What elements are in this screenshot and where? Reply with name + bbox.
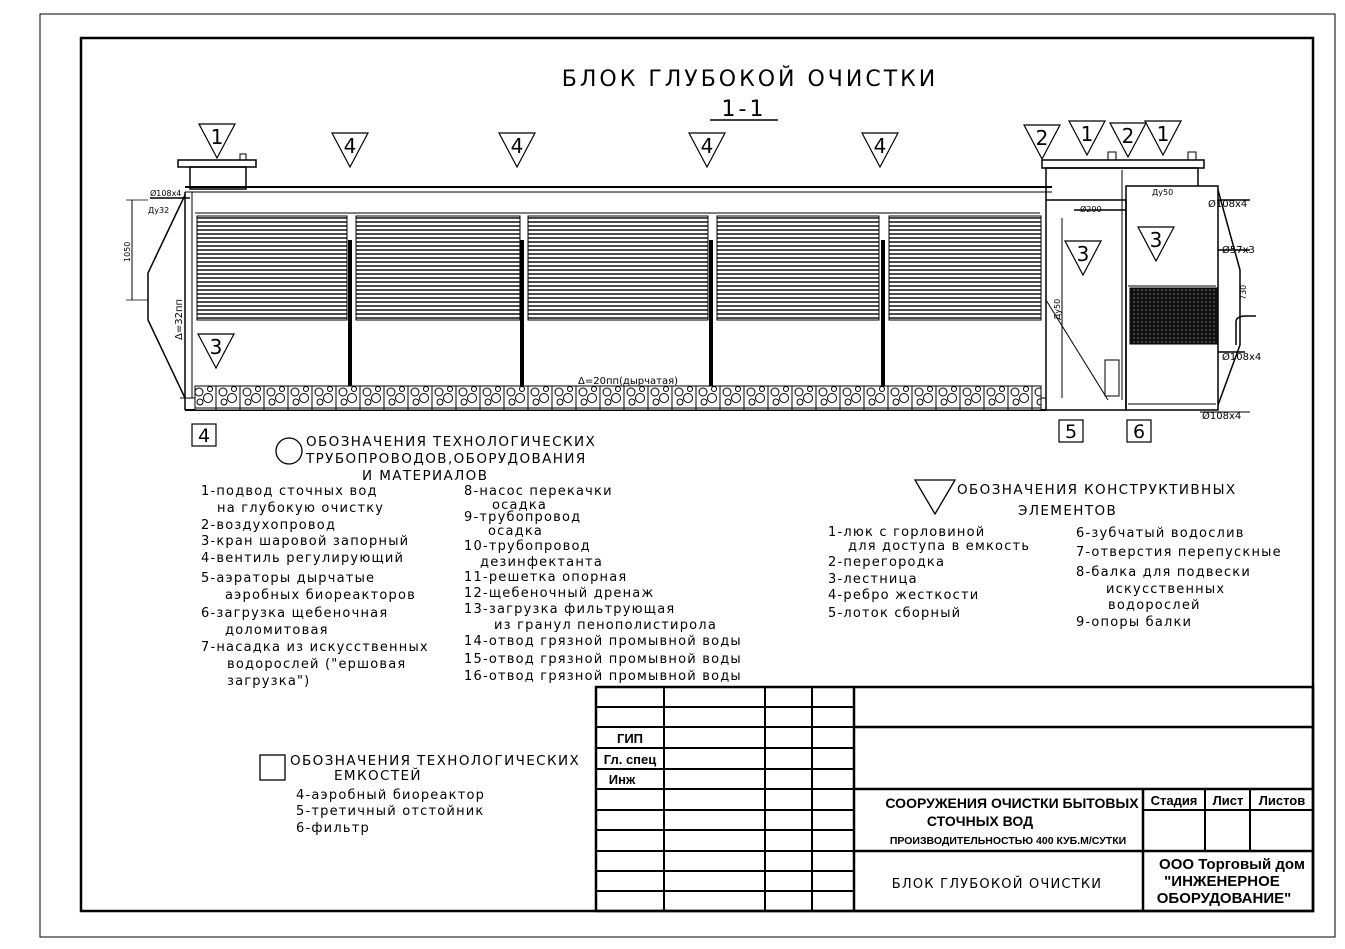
- stamp-header-stage: Стадия: [1150, 793, 1198, 808]
- struct-col1-line-3: 2-перегородка: [828, 555, 946, 570]
- dim-delta20: Δ=20пп(дырчатая): [578, 376, 678, 387]
- top-marker-7: 1: [1080, 122, 1094, 146]
- tech-col1-line-4: 3-кран шаровой запорный: [201, 534, 410, 549]
- legend-struct-col2: [1076, 526, 1282, 630]
- legend-tanks-heading-2: ЕМКОСТЕЙ: [334, 768, 422, 784]
- tech-col2-line-4: осадка: [488, 524, 544, 539]
- mid-marker-1: 3: [209, 335, 223, 359]
- legend-tech-col1: [201, 484, 429, 689]
- dim-pipe-right-3: Ø108х4: [1222, 352, 1262, 363]
- legend-struct-heading-1: ОБОЗНАЧЕНИЯ КОНСТРУКТИВНЫХ: [957, 482, 1237, 498]
- filter-load: [1130, 288, 1218, 344]
- algae-block-2: [356, 216, 520, 320]
- legend-tanks-items: [296, 788, 485, 836]
- dim-d200: Ø200: [1080, 205, 1102, 214]
- stamp-company-line-1: ООО Торговый дом: [1159, 856, 1305, 873]
- tech-col2-line-11: 14-отвод грязной промывной воды: [464, 634, 742, 649]
- legend-struct: [828, 480, 1282, 630]
- top-marker-1: 1: [210, 125, 224, 149]
- tech-col1-line-7: аэробных биореакторов: [225, 588, 416, 603]
- legend-tanks: [260, 753, 580, 836]
- legend-tech-heading-1: ОБОЗНАЧЕНИЯ ТЕХНОЛОГИЧЕСКИХ: [306, 434, 597, 450]
- stamp-role-gip: ГИП: [616, 731, 644, 746]
- legend-struct-heading-2: ЭЛЕМЕНТОВ: [1018, 503, 1118, 519]
- algae-block-4: [717, 216, 879, 320]
- struct-col1-line-2: для доступа в емкость: [848, 539, 1031, 554]
- top-marker-4: 4: [700, 134, 714, 158]
- algae-block-5: [889, 216, 1041, 320]
- dim-pipe-right-1: Ø108х4: [1208, 199, 1248, 210]
- tech-col2-line-5: 10-трубопровод: [464, 539, 591, 554]
- tech-col1-line-11: водорослей ("ершовая: [227, 657, 407, 672]
- tech-col1-line-6: 5-аэраторы дырчатые: [201, 571, 376, 586]
- stamp-header-sheet: Лист: [1212, 793, 1244, 808]
- tech-col1-line-5: 4-вентиль регулирующий: [201, 551, 405, 566]
- legend-tech-heading-2: ТРУБОПРОВОДОВ,ОБОРУДОВАНИЯ: [306, 451, 587, 467]
- legend-struct-col1: [828, 525, 1030, 621]
- stamp-company-line-2: "ИНЖЕНЕРНОЕ: [1164, 873, 1280, 890]
- tech-col1-line-12: загрузка"): [227, 674, 311, 689]
- tech-col2-line-12: 15-отвод грязной промывной воды: [464, 652, 742, 667]
- stamp-role-chief-spec: Гл. спец: [603, 752, 657, 767]
- algae-load-blocks: [197, 216, 1041, 320]
- top-marker-8: 2: [1121, 124, 1135, 148]
- stamp-header-sheets: Листов: [1258, 793, 1306, 808]
- drawing-title: БЛОК ГЛУБОКОЙ ОЧИСТКИ: [561, 67, 939, 92]
- tank-marker-1: 4: [197, 425, 211, 447]
- tanks-item-line-3: 6-фильтр: [296, 821, 370, 836]
- struct-col1-line-1: 1-люк с горловиной: [828, 525, 986, 540]
- dim-du50-b: Ду50: [1053, 298, 1062, 320]
- top-marker-3: 4: [510, 134, 524, 158]
- tech-col1-line-1: 1-подвод сточных вод: [201, 484, 378, 499]
- struct-col1-line-5: 4-ребро жесткости: [828, 588, 980, 603]
- tech-col1-line-8: 6-загрузка щебеночная: [201, 606, 389, 621]
- legend-tech-heading-3: И МАТЕРИАЛОВ: [362, 468, 489, 484]
- tech-col2-line-7: 11-решетка опорная: [464, 570, 628, 585]
- struct-col2-line-3: 8-балка для подвески: [1076, 565, 1252, 580]
- tech-col2-line-2: осадка: [492, 498, 548, 513]
- support-post-1: [348, 240, 352, 410]
- mid-marker-3: 3: [1149, 228, 1163, 252]
- tank-marker-3: 6: [1132, 421, 1146, 443]
- tech-col2-line-13: 16-отвод грязной промывной воды: [464, 669, 742, 684]
- stamp-role-engineer: Инж: [608, 772, 636, 787]
- tech-col2-line-9: 13-загрузка фильтрующая: [464, 602, 676, 617]
- tech-col1-line-2: на глубокую очистку: [217, 501, 385, 516]
- top-marker-9: 1: [1156, 122, 1170, 146]
- struct-col2-line-6: 9-опоры балки: [1076, 615, 1193, 630]
- legend-tech: [201, 434, 742, 689]
- tech-col2-line-1: 8-насос перекачки: [464, 484, 613, 499]
- triangle-symbol: [915, 480, 955, 514]
- struct-col2-line-2: 7-отверстия перепускные: [1076, 545, 1282, 560]
- dim-delta32: Δ=32пп: [174, 298, 185, 340]
- mid-marker-2: 3: [1076, 242, 1090, 266]
- tanks-item-line-2: 5-третичный отстойник: [296, 804, 485, 819]
- support-post-4: [881, 240, 885, 410]
- tech-col2-line-10: из гранул пенополистирола: [494, 618, 717, 633]
- struct-col2-line-5: водорослей: [1108, 598, 1201, 613]
- dim-730: 730: [1239, 284, 1248, 300]
- dim-du50-a: Ду50: [1152, 188, 1174, 197]
- support-post-3: [709, 240, 713, 410]
- algae-block-3: [528, 216, 708, 320]
- square-symbol: [260, 755, 285, 780]
- section-label: 1-1: [721, 97, 767, 122]
- circle-symbol: [276, 438, 302, 464]
- dim-1050: 1050: [123, 241, 132, 262]
- tech-col1-line-9: доломитовая: [225, 623, 329, 638]
- struct-col2-line-1: 6-зубчатый водослив: [1076, 526, 1245, 541]
- tech-col2-line-6: дезинфектанта: [480, 555, 603, 570]
- struct-col1-line-6: 5-лоток сборный: [828, 606, 962, 621]
- dim-du32: Ду32: [148, 206, 170, 215]
- struct-col2-line-4: искусственных: [1106, 582, 1226, 597]
- top-marker-2: 4: [343, 134, 357, 158]
- top-marker-5: 4: [873, 134, 887, 158]
- stamp-project-line-2: СТОЧНЫХ ВОД: [926, 813, 1034, 829]
- legend-tanks-heading-1: ОБОЗНАЧЕНИЯ ТЕХНОЛОГИЧЕСКИХ: [290, 753, 581, 769]
- struct-col1-line-4: 3-лестница: [828, 572, 918, 587]
- tech-col2-line-3: 9-трубопровод: [464, 510, 582, 525]
- tech-col1-line-10: 7-насадка из искусственных: [201, 640, 429, 655]
- dim-pipe-right-2: Ø57х3: [1222, 245, 1255, 256]
- stamp-project-line-3: ПРОИЗВОДИТЕЛЬНОСТЬЮ 400 КУБ.М/СУТКИ: [889, 835, 1127, 847]
- support-post-2: [520, 240, 524, 410]
- stamp-sheet-name: БЛОК ГЛУБОКОЙ ОЧИСТКИ: [891, 877, 1103, 892]
- tech-col1-line-3: 2-воздухопровод: [201, 518, 337, 533]
- top-marker-6: 2: [1035, 126, 1049, 150]
- title-block-text: [604, 731, 1306, 907]
- dim-pipe-right-4: Ø108х4: [1202, 411, 1242, 422]
- outer-frame: [40, 14, 1335, 937]
- algae-block-1: [197, 216, 347, 320]
- legend-tech-col2: [464, 484, 742, 684]
- tank-marker-2: 5: [1064, 421, 1078, 443]
- tanks-item-line-1: 4-аэробный биореактор: [296, 788, 486, 803]
- gravel-bottom-layer: [195, 386, 1041, 410]
- tech-col2-line-8: 12-щебеночный дренаж: [464, 586, 655, 601]
- dim-pipe-top-left: Ø108х4: [150, 189, 182, 198]
- stamp-project-line-1: СООРУЖЕНИЯ ОЧИСТКИ БЫТОВЫХ: [885, 795, 1139, 811]
- stamp-company-line-3: ОБОРУДОВАНИЕ": [1156, 890, 1292, 907]
